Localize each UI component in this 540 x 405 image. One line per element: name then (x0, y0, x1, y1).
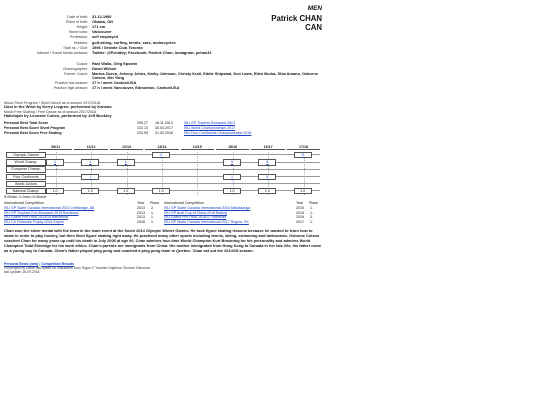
profile-value: 17 h / week Vancouver, Edmonton, Canton/USA (92, 84, 180, 90)
competition-label: European Champ. (6, 166, 46, 172)
intl-competition-link[interactable]: ISU CS Finlandia Trophy 2016 Espoo (4, 219, 64, 224)
result-cell[interactable]: 1 (117, 159, 135, 165)
competition-results-link[interactable]: Competition Results (41, 262, 75, 266)
profile-label: Hobbies: (73, 40, 88, 45)
intl-competition-link[interactable]: ISU GP Trophee Eric Bompard 2013 Bordeaux (4, 210, 79, 215)
season-header: 13/14 (145, 145, 178, 150)
intl-year-right: Year (296, 201, 304, 205)
intl-place: 3. (310, 215, 313, 220)
profile-label: Practice high season: (53, 85, 88, 90)
competition-label: World Juniors (6, 181, 46, 187)
competition-row-line (8, 183, 320, 184)
intl-competition-link[interactable]: ISU GP Skate Canada International 2015 Mississauga (164, 206, 251, 210)
intl-year: 2013 (137, 206, 145, 210)
result-cell: 1.0 (152, 188, 170, 194)
music-fs-label: Music Free Skating / Free Dance as of season 2017/2018 (4, 110, 96, 114)
season-header: 16/17 (251, 145, 284, 150)
personal-bests-link[interactable]: Personal Bests (new) (4, 262, 39, 266)
pb-score: 102.13 (137, 126, 148, 130)
results-grid (4, 143, 322, 197)
pb-date: 21.02.2016 (155, 131, 173, 135)
profile-value: Marina Zueva, Johnny Johns, Kathy Johnson, Christy Krall, Eddie Shipstad, Don Laws, Ellen Burka, Shia Amano, Osborne Colson, Mei Yang (92, 71, 318, 81)
profile-label: Place of birth: (66, 20, 88, 25)
pb-event-link[interactable]: ISU Four Continents Championships 2016 (184, 131, 252, 135)
season-header: 12/13 (110, 145, 143, 150)
skater-country: CAN (305, 23, 322, 32)
result-cell[interactable]: 5 (223, 159, 241, 165)
footer (4, 262, 322, 274)
intl-place: 1. (151, 210, 154, 215)
season-header: 11/12 (74, 145, 107, 150)
intl-year: 2016 (296, 210, 304, 215)
profile-label: Internet / Social Media contacts: (36, 50, 88, 55)
result-cell[interactable]: 1 (46, 159, 64, 165)
last-update: last update: 26.09.2018 (4, 270, 40, 275)
result-cell[interactable]: 1 (81, 159, 99, 165)
profile-value: David Wilson (92, 65, 117, 71)
intl-place: 1. (310, 210, 313, 215)
pb-event-link[interactable]: ISU GP Trophee Bompard 2013 (184, 121, 235, 125)
result-cell[interactable]: 1 (223, 174, 241, 180)
international-list (4, 206, 322, 228)
intl-year: 2016 (137, 219, 145, 224)
intl-competition-link[interactable]: ISU Grand Prix Final 2013/14 Barcelona (4, 215, 69, 220)
profile-value: 31.12.1990 (92, 14, 112, 19)
profile-label: Profession: (70, 35, 88, 40)
competition-row-line (8, 169, 320, 170)
profile-value: self employed (92, 34, 118, 40)
music-sp-value: Dust in the Wind by Kerry Livgren, performed by Kansas (4, 104, 112, 109)
intl-competition-link[interactable]: ISU GP Audi Cup of China 2016 Beijing (164, 210, 227, 215)
pb-date: 30.03.2017 (155, 126, 173, 130)
profile-label: Height: (76, 25, 88, 30)
category-label: MEN (307, 5, 322, 12)
result-cell: 1.0 (46, 188, 64, 194)
competition-label: World Champ. (6, 159, 46, 165)
result-cell[interactable]: 5 (258, 159, 276, 165)
pb-score: 295.27 (137, 121, 148, 125)
intl-place: 2. (151, 206, 154, 210)
result-cell[interactable]: 1 (81, 174, 99, 180)
result-cell[interactable]: 5 (294, 152, 312, 158)
music-fs-value: Hallelujah by Leonard Cohen, performed by Jeff Buckley (4, 113, 112, 118)
profile-label: Former Coach: (64, 72, 88, 76)
result-cell: 1.0 (294, 188, 312, 194)
season-header: 17/18 (287, 145, 320, 150)
intl-year: 2015 (296, 206, 304, 210)
intl-title-left: International Competition (4, 201, 44, 205)
intl-place-right: Place (309, 201, 318, 205)
profile-value: Twitter: @Pchiddy; Facebook: Patrick Chan; Instagram: pchan31 (92, 49, 212, 55)
intl-competition-link[interactable]: ISU GP Skate Canada International 2017 Regina, SK (164, 219, 249, 224)
intl-place: 1. (310, 206, 313, 210)
competition-label: Olympic Games (6, 152, 46, 158)
profile-value: 17 h / week Canton/USA (92, 79, 137, 85)
result-cell: 1.0 (258, 188, 276, 194)
pb-label: Personal Best Score Free Skating (4, 131, 62, 135)
pb-label: Personal Best Total Score (4, 121, 49, 125)
season-header: 08/11 (39, 145, 72, 150)
pb-event-link[interactable]: ISU World Championships 2017 (184, 126, 236, 130)
profile-label: Choreographer: (62, 66, 88, 71)
season-gridline (197, 152, 198, 195)
result-cell[interactable]: 2 (152, 152, 170, 158)
intl-year: 2013 (137, 210, 145, 215)
intl-competition-link[interactable]: ISU Grand Prix Final 2016/17 Marseille (164, 215, 227, 220)
pb-label: Personal Best Score Short Program (4, 126, 66, 130)
profile-label: Home town: (68, 30, 88, 35)
result-cell: 1.0 (81, 188, 99, 194)
intl-year: 2013 (137, 215, 145, 220)
intl-title-right: International Competition (164, 201, 204, 205)
intl-competition-link[interactable]: ISU GP Skate Canada International 2013 Lethbridge, AB (4, 206, 95, 210)
result-cell: 1.0 (117, 188, 135, 194)
intl-place: 1. (310, 219, 313, 224)
competition-label: National Champ. (6, 188, 46, 194)
season-header: 15/16 (216, 145, 249, 150)
competition-label: Four Continents (6, 174, 46, 180)
intl-year: 2017 (296, 219, 304, 224)
season-header: 14/15 (181, 145, 214, 150)
profile-value: 171 cm (92, 24, 106, 30)
intl-year: 2016 (296, 215, 304, 220)
result-cell[interactable]: 5 (258, 174, 276, 180)
result-cell: 1.0 (223, 188, 241, 194)
profile-label: Practice low season: (55, 80, 88, 85)
profile-label: Date of birth: (67, 15, 88, 19)
pb-date: 16.11.2013 (155, 121, 173, 125)
intl-place-left: Place (150, 201, 159, 205)
profile-value: golf,skiing, surfing, tennis, cars, motorcycles (92, 39, 176, 45)
profile-label: Coach: (76, 61, 88, 66)
profile-label: Start sk. / Club: (63, 45, 88, 50)
skater-name-line: Patrick CHAN (271, 14, 322, 23)
pb-score: 203.99 (137, 131, 148, 135)
profile-value: Ottawa, ON (92, 19, 113, 25)
intl-place: 1. (151, 215, 154, 220)
profile-value: Ravi Walia, Oleg Epstein (92, 60, 138, 66)
profile-value: 1996 / Granite Club Toronto (92, 44, 143, 50)
biography-text: Chan won the silver medal with the team in the team event at the Sochi 2014 Olympic Winter Games. He took figure skating lessons because he wanted to learn how to skate in order to play hockey, but then liked figure skating right away. He practised many other sports including tennis, skiing, swimming and taekwondo. Osborne Colson coached Chan for many years up until his death in July 2006 at age 90. Chan admires four-time World Champion Kurt Browning for his personality and admires World Champion Todd Eldredge for his work ethics. Chan's parents are immigrants from China. His mother immigrated from Hong Kong to Canada in her late 20s, his father came as a young boy to Canada. Chan's father played ping pong and coached a ping pong team in Quebec. Chan sat out the 2014/15 season. (4, 228, 322, 253)
results-legend: S=Senior, J=Junior, N=Novice (4, 195, 47, 199)
profile-value: Vancouver (92, 29, 112, 35)
intl-place: 1. (151, 219, 154, 224)
footer-separator: | (38, 262, 42, 266)
music-sp-label: Music Short Program / Short Dance as of season 2017/2018 (4, 101, 101, 105)
footer-note: Full project by odern fats based on characters from Trigun © Yasuhiro Nightow, Shonen Gahosha (4, 266, 150, 271)
intl-year-left: Year (137, 201, 145, 205)
